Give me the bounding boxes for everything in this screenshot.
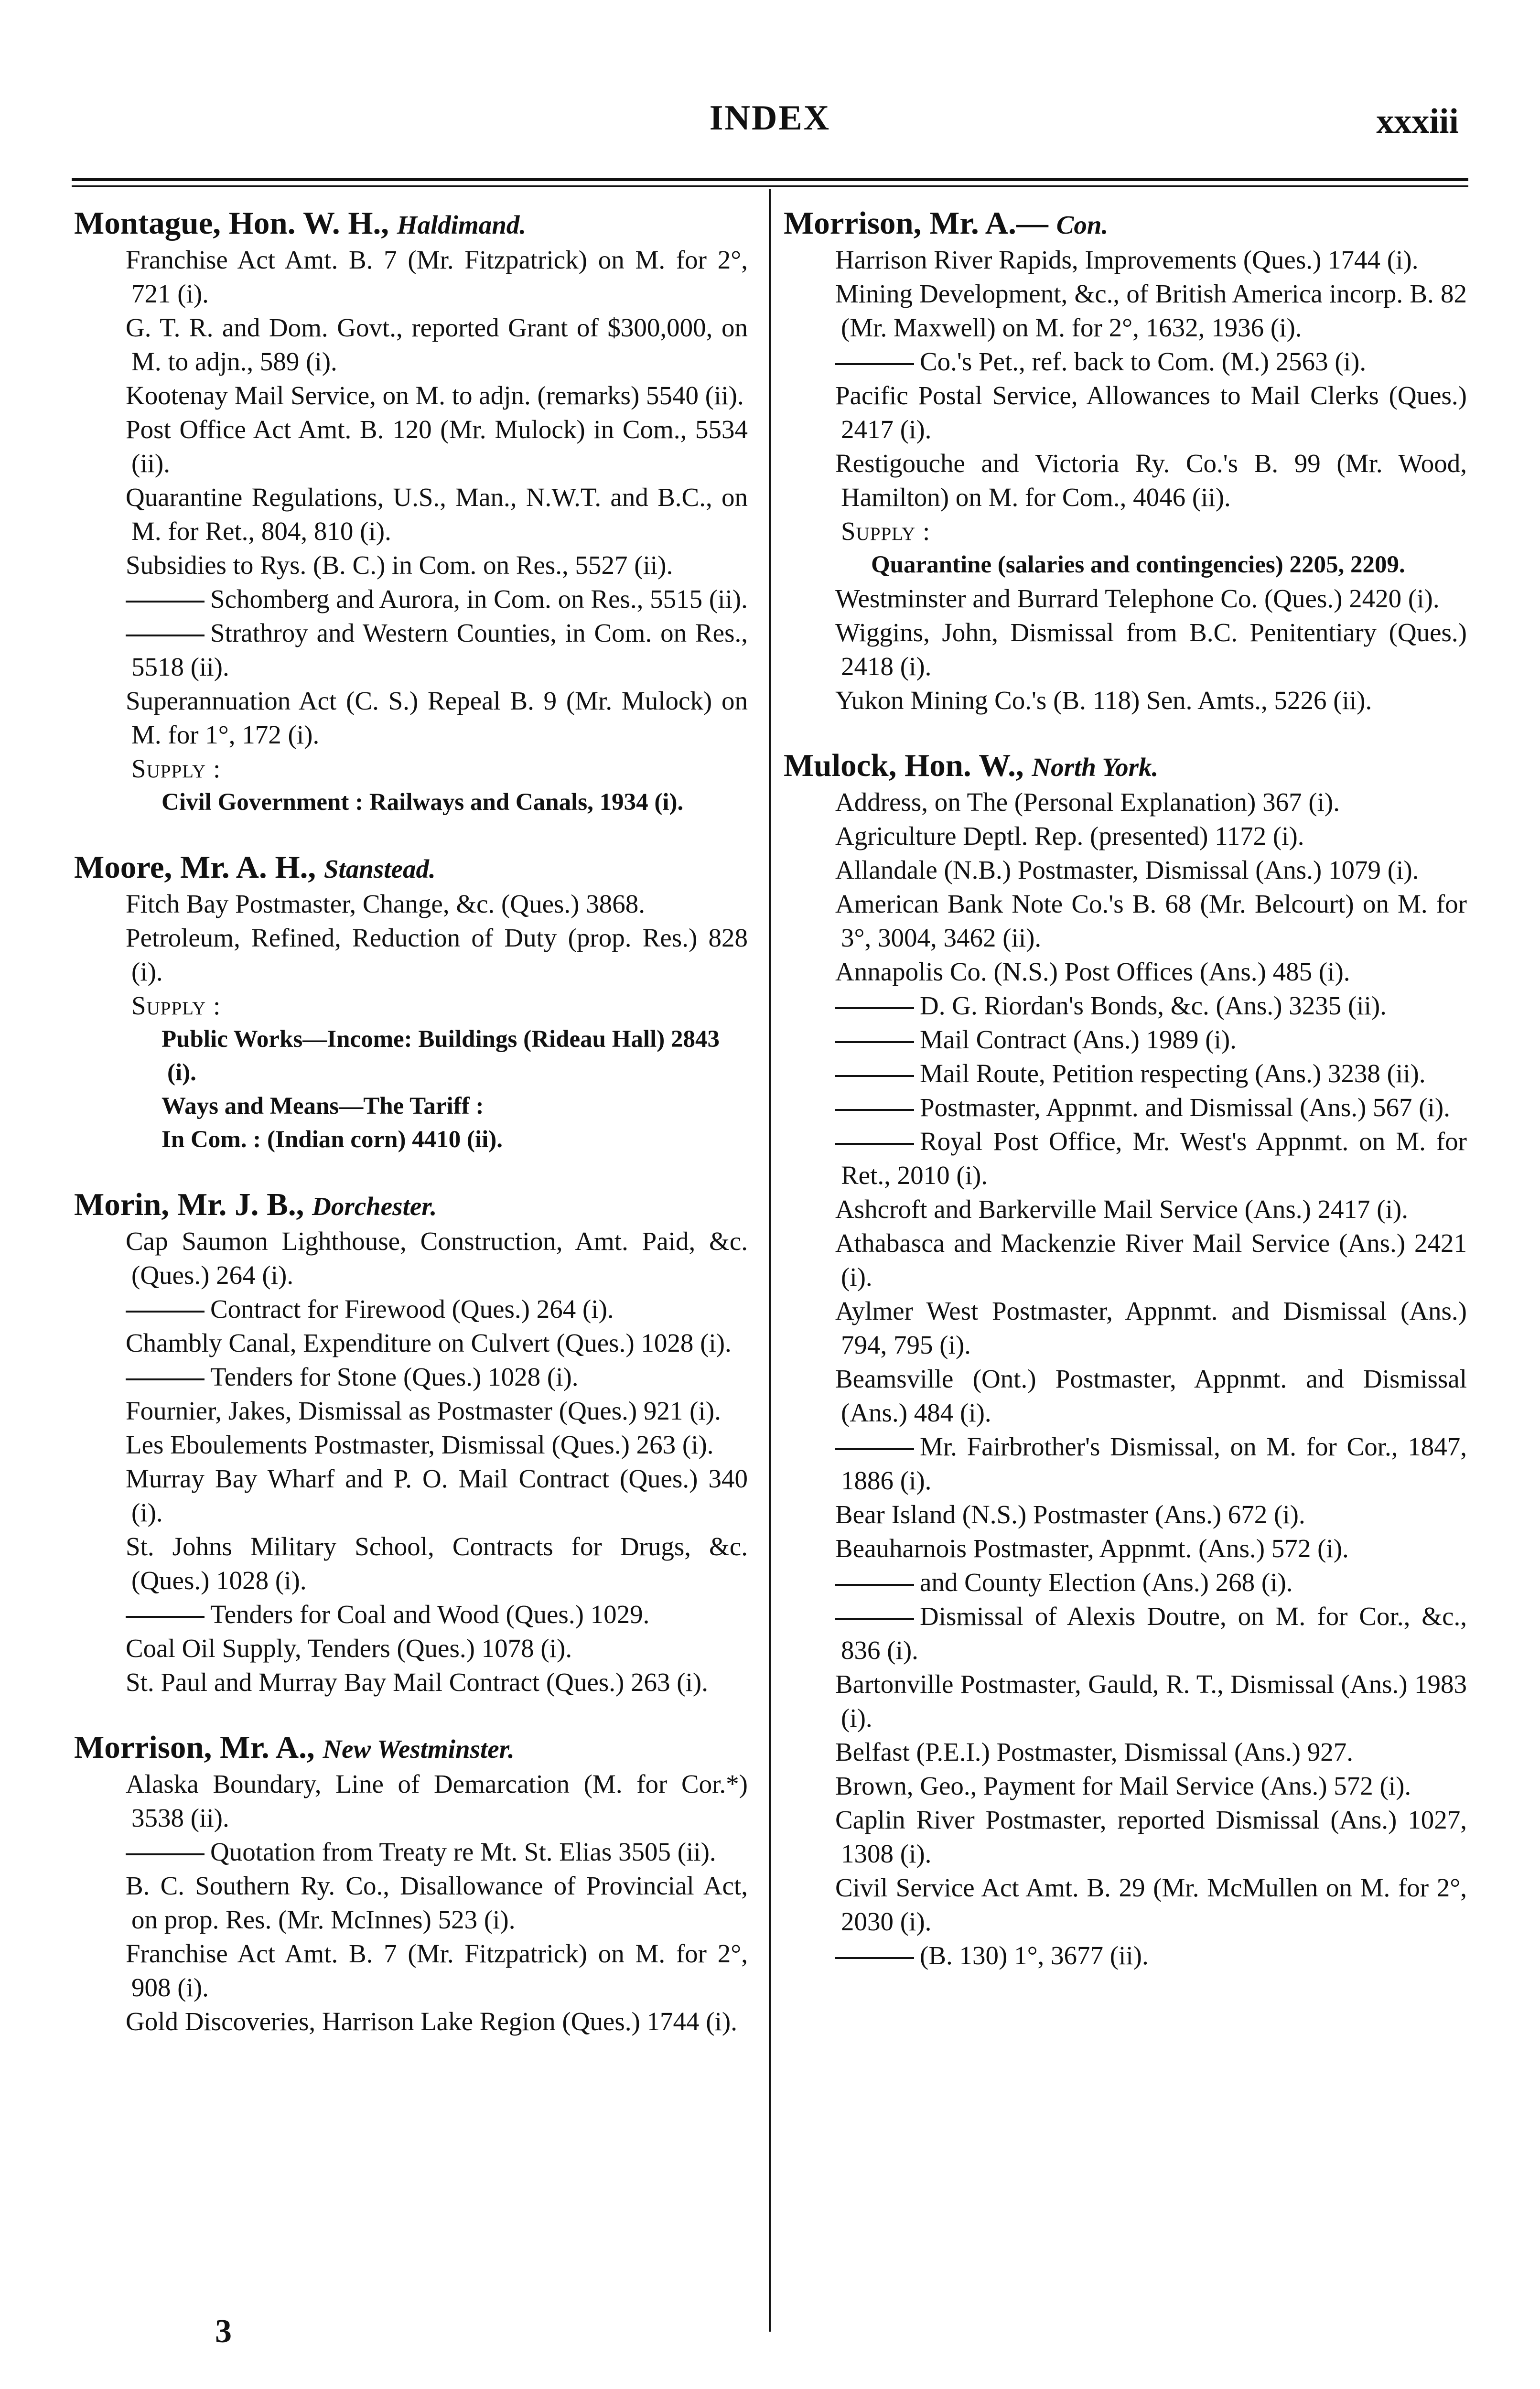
- line-text: Tenders for Coal and Wood (Ques.) 1029.: [210, 1600, 650, 1629]
- line-text: Fitch Bay Postmaster, Change, &c. (Ques.) 3868.: [126, 889, 645, 918]
- index-line: [784, 819, 1467, 853]
- index-line: [784, 955, 1467, 989]
- supply-item: [74, 1022, 748, 1089]
- line-text: Agriculture Deptl. Rep. (presented) 1172 (i).: [835, 821, 1304, 850]
- line-text: Quotation from Treaty re Mt. St. Elias 3505 (ii).: [210, 1837, 716, 1866]
- constituency: Haldimand.: [397, 210, 527, 239]
- index-line: [784, 1362, 1467, 1430]
- supply-label: [784, 514, 1467, 548]
- line-text: Les Eboulements Postmaster, Dismissal (Ques.) 263 (i).: [126, 1430, 714, 1459]
- line-text: Tenders for Stone (Ques.) 1028 (i).: [210, 1362, 579, 1391]
- member-name: Mulock, Hon. W.,: [784, 748, 1024, 783]
- index-line: [784, 785, 1467, 819]
- line-text: Strathroy and Western Counties, in Com. on Res., 5518 (ii).: [131, 618, 748, 681]
- index-line: [784, 1938, 1467, 1972]
- index-line: [784, 683, 1467, 717]
- line-text: Mail Contract (Ans.) 1989 (i).: [920, 1025, 1237, 1054]
- line-text: Franchise Act Amt. B. 7 (Mr. Fitzpatrick) on M. for 2°, 721 (i).: [126, 245, 748, 308]
- line-text: Pacific Postal Service, Allowances to Mail Clerks (Ques.) 2417 (i).: [835, 381, 1467, 444]
- line-text: Civil Government : Railways and Canals, 1934 (i).: [162, 789, 684, 816]
- index-line: [74, 1292, 748, 1326]
- member-name: Montague, Hon. W. H.,: [74, 205, 389, 241]
- index-line: [74, 1597, 748, 1631]
- supply-item: [74, 786, 748, 819]
- ditto-dash: [835, 1143, 914, 1145]
- index-line: [74, 887, 748, 921]
- index-line: [74, 1835, 748, 1869]
- index-line: [784, 1192, 1467, 1226]
- line-text: Yukon Mining Co.'s (B. 118) Sen. Amts., 5226 (ii).: [835, 686, 1372, 715]
- index-line: [784, 1803, 1467, 1871]
- line-text: Belfast (P.E.I.) Postmaster, Dismissal (Ans.) 927.: [835, 1737, 1353, 1766]
- line-text: Harrison River Rapids, Improvements (Ques.) 1744 (i).: [835, 245, 1419, 274]
- line-text: Bartonville Postmaster, Gauld, R. T., Dismissal (Ans.) 1983 (i).: [835, 1669, 1467, 1733]
- index-entry: [74, 1730, 748, 2038]
- ditto-dash: [835, 1041, 914, 1043]
- index-line: [74, 1326, 748, 1360]
- line-text: Post Office Act Amt. B. 120 (Mr. Mulock) in Com., 5534 (ii).: [126, 415, 748, 478]
- member-name: Moore, Mr. A. H.,: [74, 850, 316, 885]
- index-entry: [74, 850, 748, 1156]
- index-line: [784, 1090, 1467, 1124]
- ditto-dash: [126, 1311, 205, 1313]
- ditto-dash: [835, 1075, 914, 1077]
- header-rule-thick: [72, 178, 1468, 181]
- index-line: [784, 446, 1467, 514]
- line-text: Bear Island (N.S.) Postmaster (Ans.) 672 (i).: [835, 1500, 1305, 1529]
- index-line: [74, 1767, 748, 1835]
- line-text: Kootenay Mail Service, on M. to adjn. (remarks) 5540 (ii).: [126, 381, 744, 410]
- signature-mark: 3: [215, 2313, 232, 2350]
- line-text: Quarantine (salaries and contingencies) 2205, 2209.: [871, 551, 1405, 578]
- line-text: Cap Saumon Lighthouse, Construction, Amt. Paid, &c. (Ques.) 264 (i).: [126, 1227, 748, 1290]
- member-name: Morrison, Mr. A.—: [784, 205, 1048, 241]
- constituency: North York.: [1032, 753, 1159, 782]
- line-text: Restigouche and Victoria Ry. Co.'s B. 99 (Mr. Wood, Hamilton) on M. for Com., 4046 (ii).: [835, 449, 1467, 512]
- index-line: [74, 1665, 748, 1699]
- ditto-dash: [126, 601, 205, 603]
- index-line: [784, 1531, 1467, 1565]
- line-text: Murray Bay Wharf and P. O. Mail Contract (Ques.) 340 (i).: [126, 1464, 748, 1527]
- constituency: Con.: [1056, 210, 1109, 239]
- index-line: [784, 1735, 1467, 1769]
- index-line: [74, 616, 748, 684]
- line-text: Supply :: [841, 517, 931, 546]
- line-text: G. T. R. and Dom. Govt., reported Grant of $300,000, on M. to adjn., 589 (i).: [126, 313, 748, 376]
- page-number: xxxiii: [1376, 102, 1459, 141]
- index-line: [784, 344, 1467, 378]
- ditto-dash: [835, 1957, 914, 1959]
- ditto-dash: [835, 1007, 914, 1009]
- supply-item: [74, 1123, 748, 1156]
- line-text: and County Election (Ans.) 268 (i).: [920, 1568, 1293, 1597]
- line-text: American Bank Note Co.'s B. 68 (Mr. Belcourt) on M. for 3°, 3004, 3462 (ii).: [835, 889, 1467, 952]
- header-rule-thin: [72, 185, 1468, 187]
- line-text: Schomberg and Aurora, in Com. on Res., 5515 (ii).: [210, 584, 748, 613]
- line-text: B. C. Southern Ry. Co., Disallowance of Provincial Act, on prop. Res. (Mr. McInnes) 523 (i).: [126, 1871, 748, 1934]
- index-line: [74, 1631, 748, 1665]
- index-line: [74, 378, 748, 412]
- line-text: Contract for Firewood (Ques.) 264 (i).: [210, 1294, 614, 1324]
- entry-heading: [784, 205, 1467, 243]
- line-text: Chambly Canal, Expenditure on Culvert (Ques.) 1028 (i).: [126, 1328, 732, 1357]
- index-line: [784, 243, 1467, 277]
- line-text: St. Paul and Murray Bay Mail Contract (Ques.) 263 (i).: [126, 1668, 708, 1697]
- line-text: Allandale (N.B.) Postmaster, Dismissal (Ans.) 1079 (i).: [835, 855, 1419, 884]
- ditto-dash: [835, 363, 914, 365]
- index-line: [784, 615, 1467, 683]
- line-text: Public Works—Income: Buildings (Rideau Hall) 2843 (i).: [162, 1026, 720, 1086]
- index-line: [74, 1360, 748, 1394]
- entry-heading: [784, 748, 1467, 785]
- index-line: [74, 311, 748, 378]
- line-text: Ashcroft and Barkerville Mail Service (Ans.) 2417 (i).: [835, 1194, 1408, 1224]
- index-line: [784, 581, 1467, 615]
- line-text: Coal Oil Supply, Tenders (Ques.) 1078 (i).: [126, 1634, 572, 1663]
- index-entry: [784, 205, 1467, 717]
- line-text: Address, on The (Personal Explanation) 367 (i).: [835, 787, 1340, 817]
- index-line: [74, 2004, 748, 2038]
- index-line: [74, 1462, 748, 1529]
- line-text: Westminster and Burrard Telephone Co. (Ques.) 2420 (i).: [835, 584, 1440, 613]
- line-text: Mr. Fairbrother's Dismissal, on M. for Cor., 1847, 1886 (i).: [841, 1432, 1467, 1495]
- entry-heading: [74, 850, 748, 887]
- index-line: [784, 1871, 1467, 1938]
- entry-heading: [74, 205, 748, 243]
- index-line: [74, 1937, 748, 2004]
- line-text: Mail Route, Petition respecting (Ans.) 3238 (ii).: [920, 1059, 1426, 1088]
- ditto-dash: [835, 1448, 914, 1450]
- index-entry: [784, 748, 1467, 1972]
- line-text: Supply :: [131, 991, 221, 1020]
- left-column: [74, 205, 748, 2069]
- constituency: Stanstead.: [323, 854, 436, 883]
- supply-item: [74, 1089, 748, 1123]
- line-text: Dismissal of Alexis Doutre, on M. for Cor., &c., 836 (i).: [841, 1602, 1467, 1665]
- index-line: [784, 887, 1467, 955]
- constituency: New Westminster.: [323, 1734, 515, 1764]
- supply-label: [74, 752, 748, 786]
- line-text: Ways and Means—The Tariff :: [162, 1093, 484, 1119]
- index-line: [74, 921, 748, 989]
- line-text: Wiggins, John, Dismissal from B.C. Penitentiary (Ques.) 2418 (i).: [835, 618, 1467, 681]
- line-text: Alaska Boundary, Line of Demarcation (M. for Cor.*) 3538 (ii).: [126, 1769, 748, 1832]
- line-text: Franchise Act Amt. B. 7 (Mr. Fitzpatrick) on M. for 2°, 908 (i).: [126, 1939, 748, 2002]
- index-line: [784, 1430, 1467, 1497]
- line-text: Annapolis Co. (N.S.) Post Offices (Ans.) 485 (i).: [835, 957, 1350, 986]
- line-text: Co.'s Pet., ref. back to Com. (M.) 2563 (i).: [920, 347, 1367, 376]
- line-text: Brown, Geo., Payment for Mail Service (Ans.) 572 (i).: [835, 1771, 1411, 1800]
- index-line: [74, 1224, 748, 1292]
- line-text: Fournier, Jakes, Dismissal as Postmaster (Ques.) 921 (i).: [126, 1396, 721, 1425]
- constituency: Dorchester.: [312, 1192, 437, 1221]
- index-line: [784, 1565, 1467, 1599]
- line-text: Royal Post Office, Mr. West's Appnmt. on M. for Ret., 2010 (i).: [841, 1127, 1467, 1190]
- index-line: [784, 1769, 1467, 1803]
- index-line: [784, 853, 1467, 887]
- supply-label: [74, 989, 748, 1022]
- index-line: [74, 1394, 748, 1428]
- index-line: [74, 412, 748, 480]
- index-line: [74, 1529, 748, 1597]
- member-name: Morrison, Mr. A.,: [74, 1730, 315, 1765]
- index-line: [784, 1056, 1467, 1090]
- entry-heading: [74, 1187, 748, 1224]
- ditto-dash: [126, 635, 205, 636]
- ditto-dash: [126, 1616, 205, 1618]
- index-line: [74, 1428, 748, 1462]
- index-line: [784, 1599, 1467, 1667]
- line-text: Quarantine Regulations, U.S., Man., N.W.T. and B.C., on M. for Ret., 804, 810 (i).: [126, 483, 748, 546]
- ditto-dash: [126, 1378, 205, 1380]
- index-entry: [74, 1187, 748, 1699]
- page-title: INDEX: [709, 98, 831, 138]
- index-entry: [74, 205, 748, 819]
- line-text: Postmaster, Appnmt. and Dismissal (Ans.) 567 (i).: [920, 1093, 1450, 1122]
- supply-item: [784, 548, 1467, 581]
- index-line: [784, 1226, 1467, 1294]
- line-text: Athabasca and Mackenzie River Mail Service (Ans.) 2421 (i).: [835, 1228, 1467, 1291]
- index-line: [74, 1869, 748, 1937]
- line-text: Subsidies to Rys. (B. C.) in Com. on Res., 5527 (ii).: [126, 550, 673, 580]
- line-text: D. G. Riordan's Bonds, &c. (Ans.) 3235 (ii).: [920, 991, 1387, 1020]
- index-line: [784, 378, 1467, 446]
- line-text: Superannuation Act (C. S.) Repeal B. 9 (Mr. Mulock) on M. for 1°, 172 (i).: [126, 686, 748, 749]
- index-line: [74, 684, 748, 752]
- ditto-dash: [835, 1109, 914, 1111]
- ditto-dash: [835, 1584, 914, 1586]
- entry-heading: [74, 1730, 748, 1767]
- column-divider: [769, 189, 771, 2332]
- line-text: Beauharnois Postmaster, Appnmt. (Ans.) 572 (i).: [835, 1534, 1349, 1563]
- line-text: Petroleum, Refined, Reduction of Duty (prop. Res.) 828 (i).: [126, 923, 748, 986]
- line-text: St. Johns Military School, Contracts for Drugs, &c. (Ques.) 1028 (i).: [126, 1532, 748, 1595]
- index-line: [74, 582, 748, 616]
- line-text: Beamsville (Ont.) Postmaster, Appnmt. and Dismissal (Ans.) 484 (i).: [835, 1364, 1467, 1427]
- index-line: [784, 1667, 1467, 1735]
- line-text: In Com. : (Indian corn) 4410 (ii).: [162, 1126, 503, 1153]
- line-text: Caplin River Postmaster, reported Dismissal (Ans.) 1027, 1308 (i).: [835, 1805, 1467, 1868]
- index-line: [74, 243, 748, 311]
- index-line: [74, 548, 748, 582]
- line-text: Mining Development, &c., of British America incorp. B. 82 (Mr. Maxwell) on M. for 2°, 1632, 1936 (i).: [835, 279, 1467, 342]
- ditto-dash: [835, 1618, 914, 1620]
- index-line: [74, 480, 748, 548]
- line-text: Civil Service Act Amt. B. 29 (Mr. McMullen on M. for 2°, 2030 (i).: [835, 1873, 1467, 1936]
- index-line: [784, 1022, 1467, 1056]
- line-text: (B. 130) 1°, 3677 (ii).: [920, 1941, 1149, 1970]
- index-line: [784, 277, 1467, 344]
- line-text: Gold Discoveries, Harrison Lake Region (Ques.) 1744 (i).: [126, 2007, 737, 2036]
- member-name: Morin, Mr. J. B.,: [74, 1187, 304, 1222]
- line-text: Supply :: [131, 754, 221, 783]
- index-line: [784, 1124, 1467, 1192]
- index-line: [784, 1294, 1467, 1362]
- ditto-dash: [126, 1853, 205, 1855]
- right-column: [784, 205, 1467, 2003]
- index-line: [784, 989, 1467, 1022]
- line-text: Aylmer West Postmaster, Appnmt. and Dismissal (Ans.) 794, 795 (i).: [835, 1296, 1467, 1359]
- index-line: [784, 1497, 1467, 1531]
